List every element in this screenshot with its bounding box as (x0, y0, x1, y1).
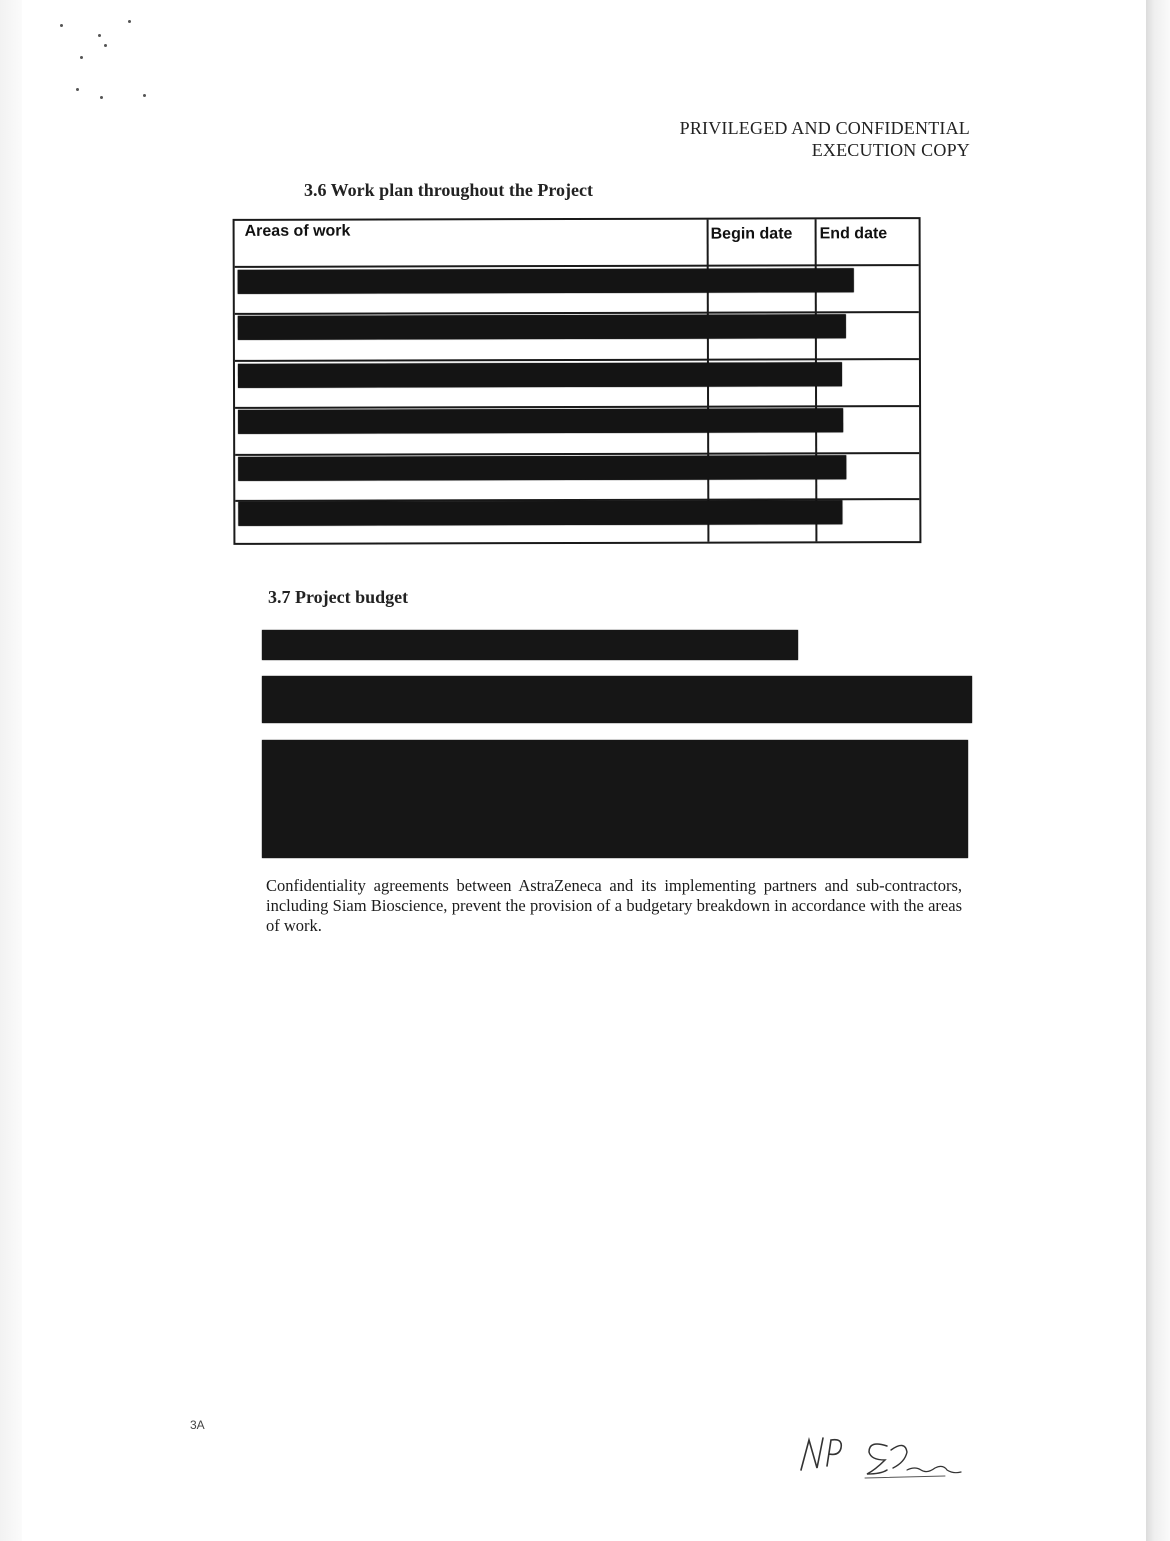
scan-speck (100, 96, 103, 99)
scan-speck (143, 94, 146, 97)
scan-speck (128, 20, 131, 23)
column-header-end-date: End date (819, 225, 888, 243)
redacted-table-row (238, 362, 842, 388)
handwritten-initials-signature (795, 1430, 970, 1485)
scan-speck (104, 44, 107, 47)
scan-speck (98, 34, 101, 37)
execution-copy-header: EXECUTION COPY (811, 140, 970, 160)
redacted-budget-table (262, 740, 968, 858)
column-header-begin-date: Begin date (710, 225, 793, 243)
scan-speck (80, 56, 83, 59)
column-header-areas-of-work: Areas of work (244, 222, 351, 240)
redacted-table-row (238, 314, 846, 340)
redacted-budget-line (262, 630, 798, 660)
scan-speck (76, 88, 79, 91)
redacted-table-row (238, 408, 843, 434)
confidentiality-header: PRIVILEGED AND CONFIDENTIAL (679, 118, 970, 138)
budget-confidentiality-note: Confidentiality agreements between AstraZeneca and its implementing partners and sub-contractors, including Siam Bioscience, prevent the provision of a budgetary breakdown in accordance with the areas of work. (266, 876, 962, 935)
scan-right-edge (1146, 0, 1170, 1541)
workplan-table (233, 217, 922, 545)
page-number: 3A (190, 1418, 205, 1432)
budget-section-heading: 3.7 Project budget (268, 587, 409, 607)
scan-speck (60, 24, 63, 27)
redacted-budget-paragraph (262, 676, 972, 723)
workplan-section-heading: 3.6 Work plan throughout the Project (304, 180, 594, 200)
scan-left-edge (0, 0, 22, 1541)
redacted-table-row (238, 268, 854, 294)
redacted-table-row (238, 500, 842, 526)
redacted-table-row (238, 455, 846, 481)
